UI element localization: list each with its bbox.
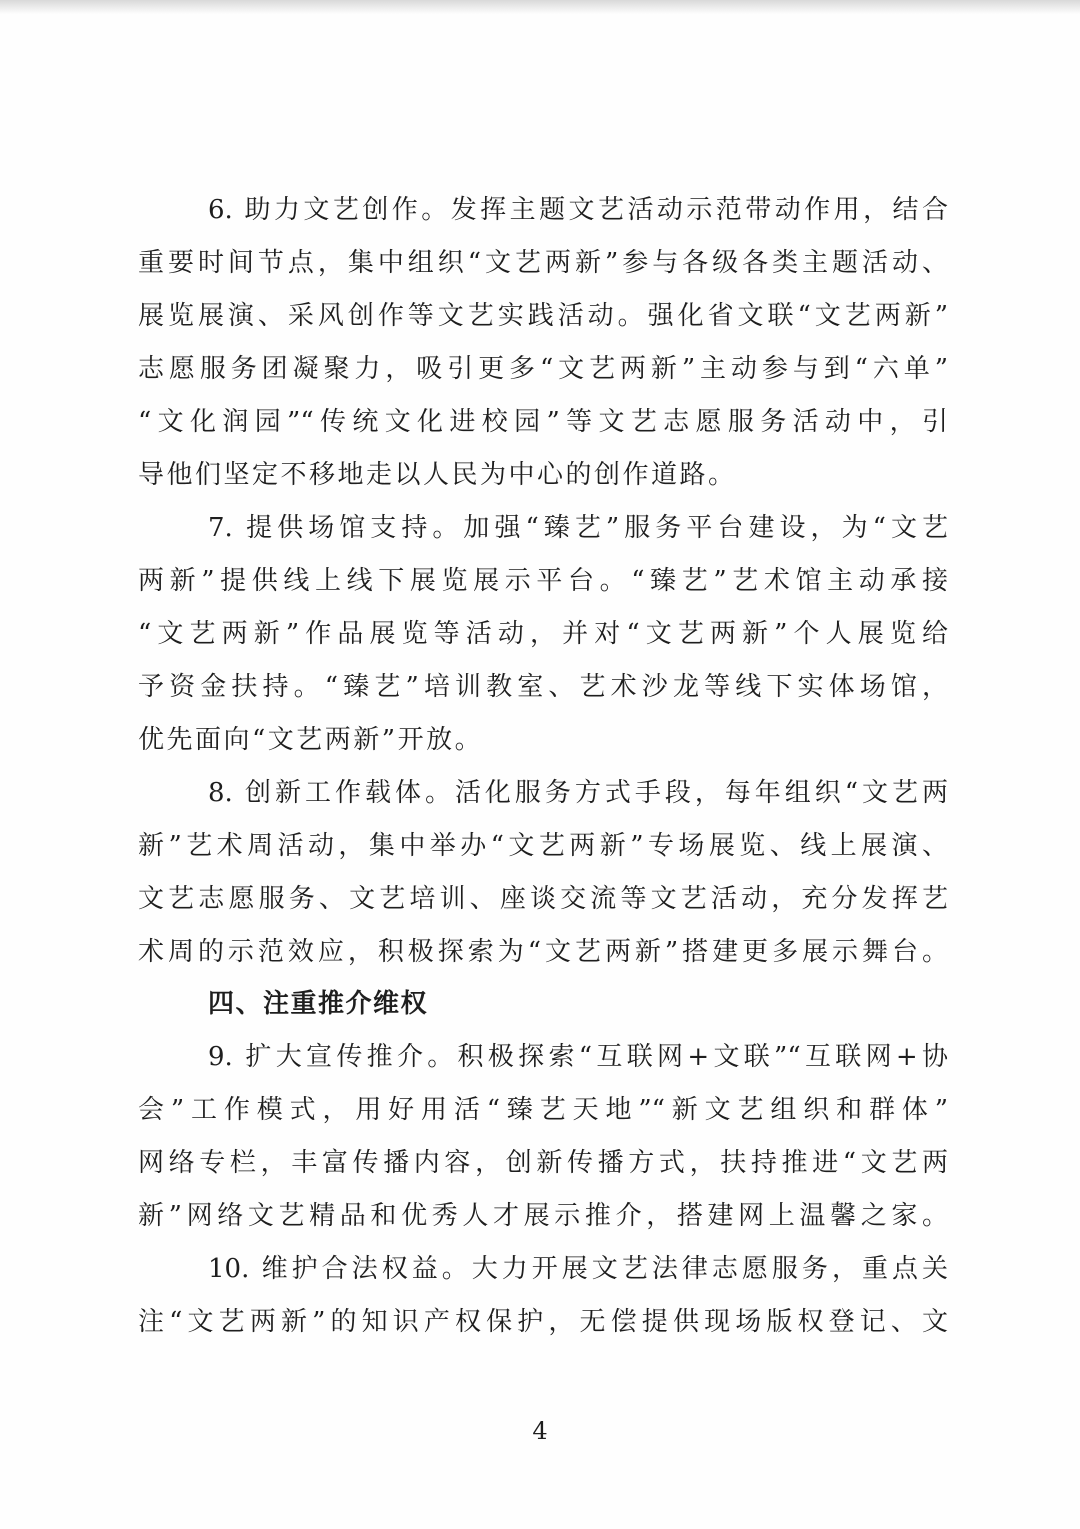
paragraph-10-line-1: 10. 维护合法权益。大力开展文艺法律志愿服务，重点关: [208, 1254, 948, 1284]
scan-shadow: [0, 0, 1080, 14]
page-number: 4: [532, 1417, 548, 1445]
paragraph-6-line-4: 志愿服务团凝聚力，吸引更多“文艺两新”主动参与到“六单”: [138, 354, 948, 384]
paragraph-8-line-1: 8. 创新工作载体。活化服务方式手段，每年组织“文艺两: [208, 778, 948, 808]
paragraph-8-line-4: 术周的示范效应，积极探索为“文艺两新”搭建更多展示舞台。: [138, 937, 948, 967]
paragraph-6-line-5: “文化润园”“传统文化进校园”等文艺志愿服务活动中，引: [138, 407, 948, 437]
paragraph-7-line-4: 予资金扶持。“臻艺”培训教室、艺术沙龙等线下实体场馆，: [138, 672, 948, 702]
paragraph-8-line-3: 文艺志愿服务、文艺培训、座谈交流等文艺活动，充分发挥艺: [138, 884, 948, 914]
paragraph-9-line-2: 会”工作模式，用好用活“臻艺天地”“新文艺组织和群体”: [138, 1095, 948, 1125]
paragraph-7-line-1: 7. 提供场馆支持。加强“臻艺”服务平台建设，为“文艺: [208, 513, 948, 543]
paragraph-10-line-2: 注“文艺两新”的知识产权保护，无偿提供现场版权登记、文: [138, 1307, 948, 1337]
paragraph-9-line-1: 9. 扩大宣传推介。积极探索“互联网+文联”“互联网+协: [208, 1042, 948, 1072]
paragraph-9-line-3: 网络专栏，丰富传播内容，创新传播方式，扶持推进“文艺两: [138, 1148, 948, 1178]
paragraph-6-line-3: 展览展演、采风创作等文艺实践活动。强化省文联“文艺两新”: [138, 301, 948, 331]
paragraph-8-line-2: 新”艺术周活动，集中举办“文艺两新”专场展览、线上展演、: [138, 831, 948, 861]
paragraph-6-line-1: 6. 助力文艺创作。发挥主题文艺活动示范带动作用，结合: [208, 195, 948, 225]
paragraph-6-line-6: 导他们坚定不移地走以人民为中心的创作道路。: [138, 460, 737, 490]
paragraph-7-line-2: 两新”提供线上线下展览展示平台。“臻艺”艺术馆主动承接: [138, 566, 948, 596]
paragraph-7-line-5: 优先面向“文艺两新”开放。: [138, 725, 484, 755]
paragraph-9-line-4: 新”网络文艺精品和优秀人才展示推介，搭建网上温馨之家。: [138, 1201, 948, 1231]
paragraph-7-line-3: “文艺两新”作品展览等活动，并对“文艺两新”个人展览给: [138, 619, 948, 649]
section-heading: 四、注重推介维权: [208, 989, 429, 1019]
paragraph-6-line-2: 重要时间节点，集中组织“文艺两新”参与各级各类主题活动、: [138, 248, 948, 278]
